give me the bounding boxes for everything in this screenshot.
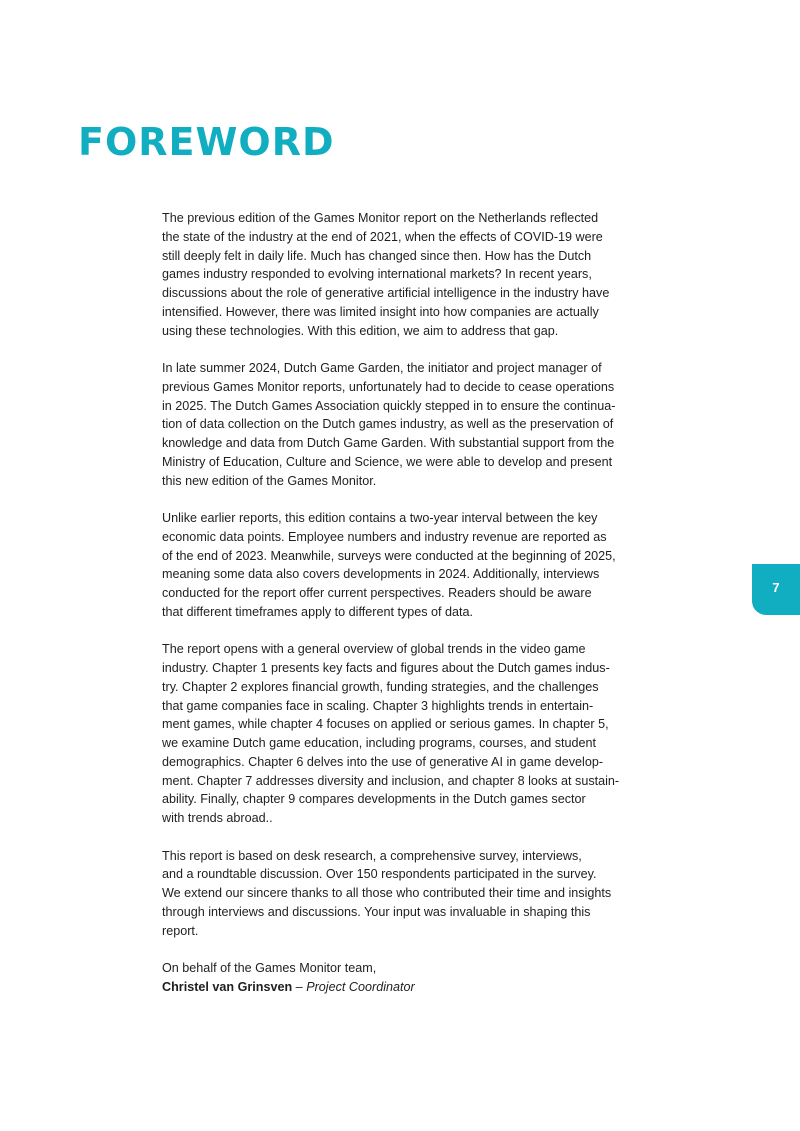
paragraph-line: that different timeframes apply to different types of data. bbox=[162, 604, 474, 619]
paragraph bbox=[162, 509, 642, 622]
paragraph-line: with trends abroad.. bbox=[162, 811, 273, 825]
paragraph-line: knowledge and data from Dutch Game Garden. With substantial support from the bbox=[162, 436, 615, 450]
paragraph-line: previous Games Monitor reports, unfortunately had to decide to cease operations bbox=[162, 379, 615, 394]
signer-name: Christel van Grinsven bbox=[162, 979, 293, 994]
paragraph bbox=[162, 847, 642, 941]
paragraph-line: the state of the industry at the end of 2021, when the effects of COVID-19 were bbox=[162, 229, 603, 244]
page-number: 7 bbox=[772, 580, 780, 595]
signoff-intro: On behalf of the Games Monitor team, bbox=[162, 961, 377, 975]
paragraph-line: in 2025. The Dutch Games Association quickly stepped in to ensure the continua- bbox=[162, 398, 616, 413]
paragraph-list bbox=[162, 209, 642, 940]
paragraph-line: The previous edition of the Games Monitor report on the Netherlands reflected bbox=[162, 211, 599, 225]
paragraph-line: Unlike earlier reports, this edition contains a two-year interval between the key bbox=[162, 511, 598, 525]
paragraph-line: demographics. Chapter 6 delves into the use of generative AI in game develop- bbox=[162, 754, 604, 769]
paragraph-line: report. bbox=[162, 923, 199, 938]
paragraph-line: this new edition of the Games Monitor. bbox=[162, 473, 377, 488]
paragraph-line: conducted for the report offer current perspectives. Readers should be aware bbox=[162, 586, 592, 600]
paragraph bbox=[162, 359, 642, 490]
paragraph-line: ment. Chapter 7 addresses diversity and inclusion, and chapter 8 looks at sustain- bbox=[162, 773, 620, 788]
page-number-tab bbox=[752, 564, 800, 615]
paragraph-line: discussions about the role of generative artificial intelligence in the industry have bbox=[162, 286, 610, 300]
paragraph-line: economic data points. Employee numbers and industry revenue are reported as bbox=[162, 529, 607, 544]
signer-role: Project Coordinator bbox=[306, 979, 415, 994]
paragraph-line: still deeply felt in daily life. Much has changed since then. How has the Dutch bbox=[162, 248, 592, 263]
signoff-separator: – bbox=[292, 979, 307, 994]
signoff-line bbox=[162, 978, 642, 997]
foreword-body bbox=[162, 209, 642, 1015]
paragraph-line: Ministry of Education, Culture and Science, we were able to develop and present bbox=[162, 454, 613, 469]
paragraph-line: ability. Finally, chapter 9 compares developments in the Dutch games sector bbox=[162, 792, 586, 807]
paragraph-line: that game companies face in scaling. Chapter 3 highlights trends in entertain- bbox=[162, 698, 594, 713]
paragraph-line: intensified. However, there was limited insight into how companies are actually bbox=[162, 304, 599, 319]
paragraph bbox=[162, 640, 642, 828]
paragraph-line: through interviews and discussions. Your input was invaluable in shaping this bbox=[162, 904, 591, 919]
paragraph-line: try. Chapter 2 explores financial growth, funding strategies, and the challenges bbox=[162, 679, 599, 694]
signoff bbox=[162, 959, 642, 997]
paragraph-line: This report is based on desk research, a comprehensive survey, interviews, bbox=[162, 848, 582, 863]
paragraph-line: In late summer 2024, Dutch Game Garden, the initiator and project manager of bbox=[162, 361, 602, 375]
paragraph-line: We extend our sincere thanks to all those who contributed their time and insights bbox=[162, 886, 612, 900]
paragraph bbox=[162, 209, 642, 340]
paragraph-line: ment games, while chapter 4 focuses on applied or serious games. In chapter 5, bbox=[162, 717, 609, 732]
paragraph-line: using these technologies. With this edition, we aim to address that gap. bbox=[162, 323, 559, 338]
paragraph-line: The report opens with a general overview of global trends in the video game bbox=[162, 642, 586, 657]
paragraph-line: tion of data collection on the Dutch games industry, as well as the preservation of bbox=[162, 417, 614, 432]
paragraph-line: of the end of 2023. Meanwhile, surveys were conducted at the beginning of 2025, bbox=[162, 548, 616, 563]
page-title: FOREWORD bbox=[78, 120, 335, 164]
paragraph-line: games industry responded to evolving international markets? In recent years, bbox=[162, 267, 592, 282]
paragraph-line: industry. Chapter 1 presents key facts and figures about the Dutch games indus- bbox=[162, 661, 610, 675]
paragraph-line: and a roundtable discussion. Over 150 respondents participated in the survey. bbox=[162, 867, 597, 882]
paragraph-line: meaning some data also covers developments in 2024. Additionally, interviews bbox=[162, 567, 600, 582]
paragraph-line: we examine Dutch game education, including programs, courses, and student bbox=[162, 736, 597, 750]
